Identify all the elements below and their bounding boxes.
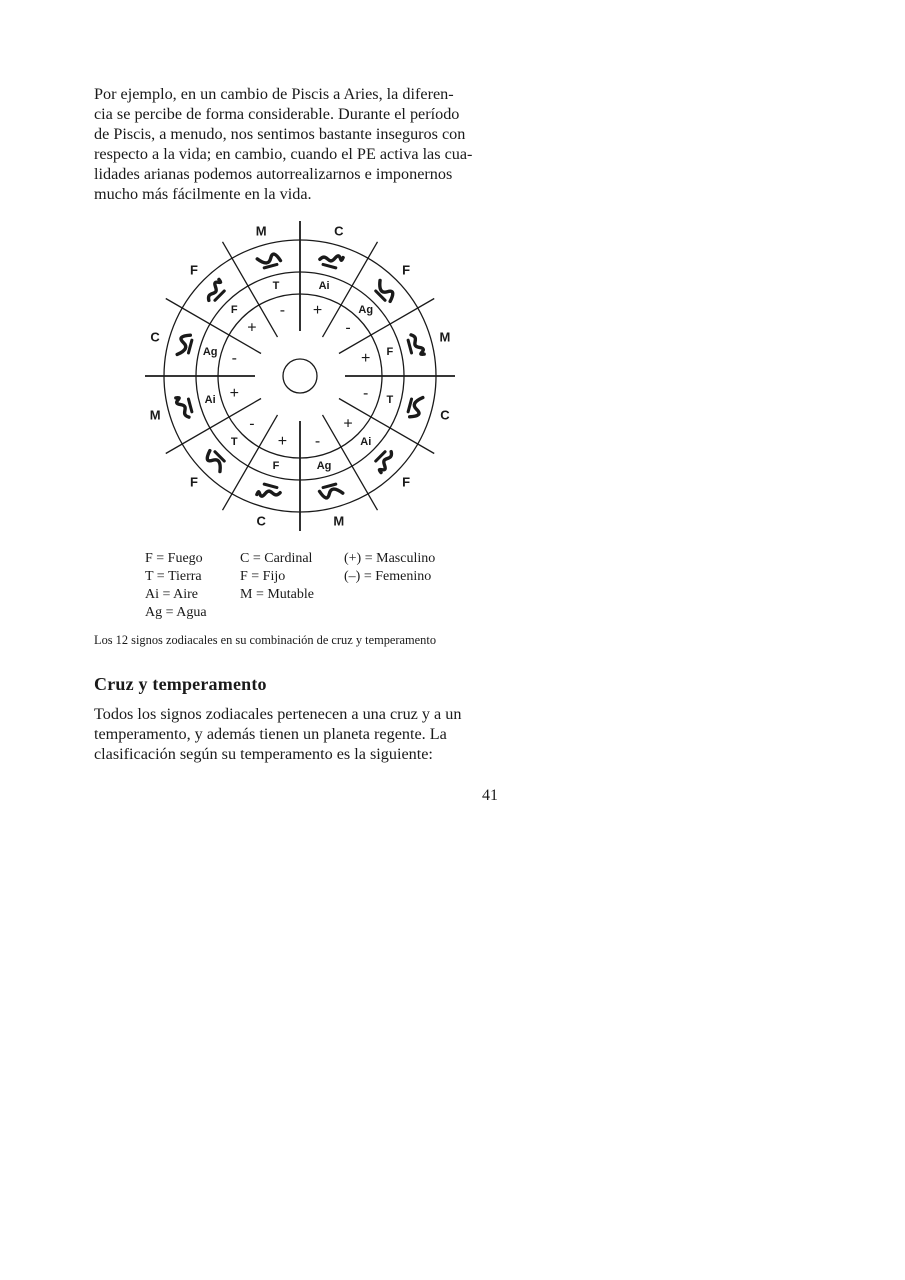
sign-glyph-stroke [264, 264, 277, 267]
sign-glyph-stroke [411, 333, 425, 356]
page-number: 41 [482, 787, 498, 804]
polarity-label: + [343, 415, 353, 433]
legend-item: M = Mutable [240, 587, 314, 602]
polarity-label: - [249, 415, 255, 433]
sign-glyph-stroke [203, 279, 224, 300]
virgo-icon [257, 253, 281, 269]
polarity-label: - [231, 349, 237, 367]
sign-glyph-stroke [175, 396, 189, 419]
sector-divider [166, 399, 261, 454]
intro-line: respecto a la vida; en cambio, cuando el PE activa las cua- [94, 145, 473, 163]
intro-line: Por ejemplo, en un cambio de Piscis a Aries, la diferen- [94, 85, 454, 103]
element-label: F [386, 345, 394, 358]
sign-glyph-stroke [204, 451, 225, 472]
element-label: T [386, 394, 394, 407]
legend-item: (–) = Femenino [344, 569, 432, 584]
polarity-label: - [279, 301, 286, 319]
zodiac-wheel-diagram [130, 212, 470, 542]
element-label: Ai [204, 394, 216, 407]
intro-line: mucho más fácilmente en la vida. [94, 185, 312, 203]
figure-caption: Los 12 signos zodiacales en su combinación de cruz y temperamento [94, 633, 437, 647]
element-label: Ai [360, 435, 372, 448]
sign-glyph-stroke [257, 487, 280, 501]
legend-item: F = Fijo [240, 569, 286, 584]
sign-glyph-stroke [323, 484, 336, 487]
element-label: F [272, 459, 280, 472]
element-label: T [230, 435, 238, 448]
element-label: F [230, 304, 238, 317]
gemini-icon [175, 395, 193, 419]
polarity-label: + [312, 301, 323, 319]
cross-label: C [334, 223, 344, 239]
sign-glyph-stroke [188, 340, 191, 353]
legend-item: F = Fuego [145, 551, 203, 566]
leo-icon [203, 279, 227, 303]
body-line: temperamento, y además tienen un planeta regente. La [94, 725, 447, 743]
cross-label: F [189, 262, 198, 278]
cross-label: F [402, 262, 411, 278]
legend-crosses [240, 550, 314, 604]
cross-label: M [333, 513, 345, 529]
scorpio-icon [373, 280, 396, 303]
polarity-label: - [314, 433, 321, 451]
section-heading: Cruz y temperamento [94, 674, 267, 694]
aquarius-icon [373, 449, 397, 473]
body-paragraph [94, 704, 501, 764]
sign-glyph-stroke [320, 251, 343, 265]
legend-item: C = Cardinal [240, 551, 313, 566]
element-label: Ag [358, 304, 374, 317]
body-line: Todos los signos zodiacales pertenecen a una cruz y a un [94, 705, 462, 723]
cancer-icon [177, 333, 193, 357]
element-label: Ag [202, 345, 218, 358]
polarity-label: + [277, 433, 288, 451]
sector-divider [339, 399, 434, 454]
sign-glyph-stroke [375, 280, 396, 301]
cross-label: M [149, 407, 161, 423]
legend-item: Ag = Agua [145, 605, 207, 620]
cross-label: M [439, 329, 451, 345]
element-label: T [272, 280, 280, 293]
sign-glyph-stroke [264, 484, 277, 487]
taurus-icon [204, 449, 227, 472]
sign-glyph-stroke [188, 399, 191, 412]
capricorn-icon [407, 395, 423, 419]
legend-item: Ai = Aire [145, 587, 198, 602]
intro-line: cia se percibe de forma considerable. Durante el período [94, 105, 460, 123]
legend-polarity [344, 550, 435, 586]
aries-icon [257, 483, 281, 501]
intro-paragraph [94, 84, 501, 204]
element-label: Ag [316, 459, 332, 472]
legend-elements [145, 550, 207, 622]
sign-glyph-stroke [408, 399, 411, 412]
polarity-label: + [247, 319, 257, 337]
sagittarius-icon [407, 333, 425, 357]
libra-icon [319, 251, 343, 269]
cross-label: F [402, 474, 411, 490]
legend-item: T = Tierra [145, 569, 202, 584]
polarity-label: - [345, 319, 351, 337]
legend-item: (+) = Masculino [344, 551, 436, 566]
pisces-icon [319, 483, 343, 499]
center-circle [283, 359, 317, 393]
intro-line: lidades arianas podemos autorrealizarnos e imponernos [94, 165, 453, 183]
intro-line: de Piscis, a menudo, nos sentimos bastante inseguros con [94, 125, 466, 143]
cross-label: M [255, 223, 267, 239]
element-label: Ai [318, 280, 330, 293]
cross-label: F [189, 474, 198, 490]
cross-label: C [150, 329, 160, 345]
polarity-label: - [363, 385, 369, 403]
sign-glyph-stroke [376, 452, 397, 473]
cross-label: C [256, 513, 266, 529]
body-line: clasificación según su temperamento es la siguiente: [94, 745, 433, 763]
polarity-label: + [229, 385, 239, 403]
cross-label: C [440, 407, 450, 423]
sign-glyph-stroke [323, 264, 336, 267]
polarity-label: + [361, 349, 371, 367]
sign-glyph-stroke [408, 340, 411, 353]
